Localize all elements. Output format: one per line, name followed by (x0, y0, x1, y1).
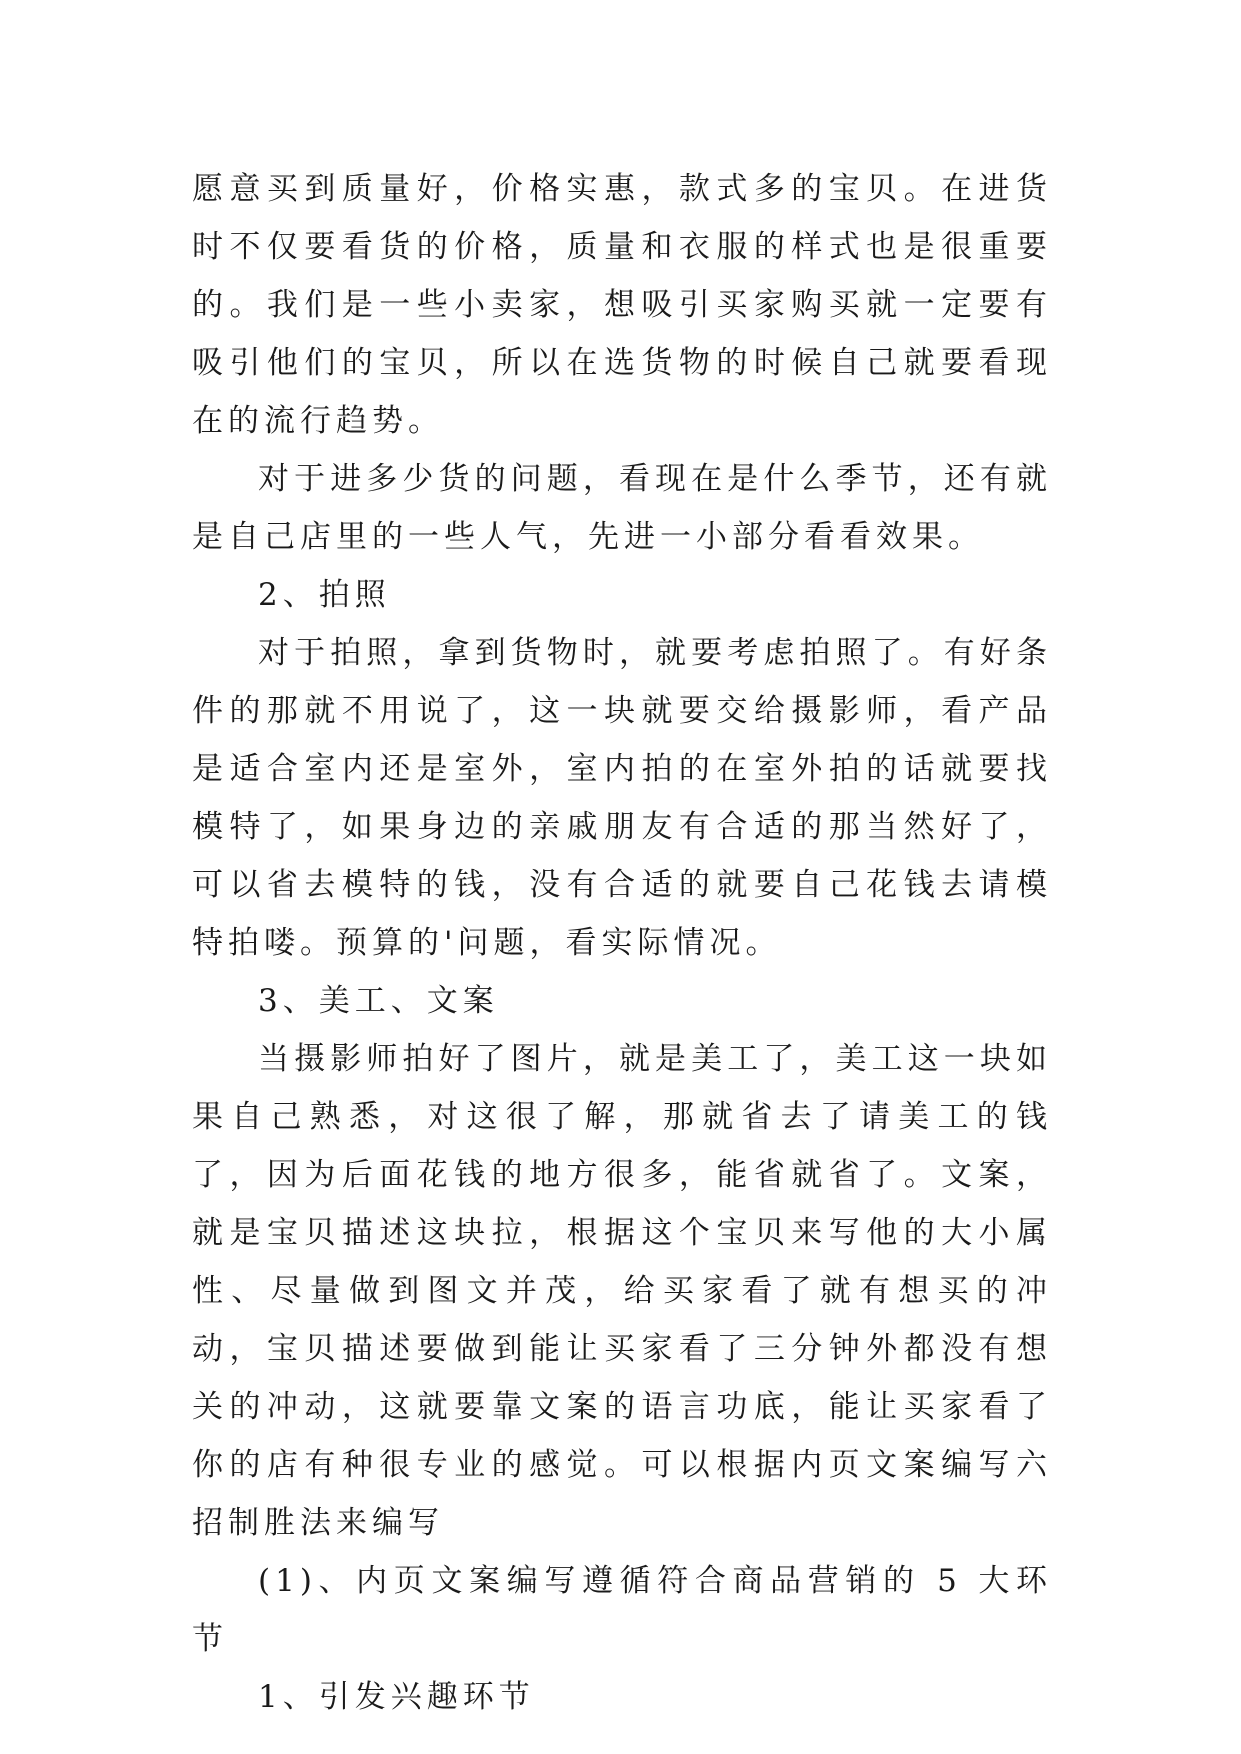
paragraph-1: 愿意买到质量好，价格实惠，款式多的宝贝。在进货时不仅要看货的价格，质量和衣服的样式也是很重要的。我们是一些小卖家，想吸引买家购买就一定要有吸引他们的宝贝，所以在选货物的时候自己就要看现在的流行趋势。 (192, 171, 1052, 439)
subheading-five-steps: (1)、内页文案编写遵循符合商品营销的 5 大环节 (192, 1563, 1052, 1657)
subheading-interest: 1、引发兴趣环节 (258, 1679, 535, 1715)
paragraph-2: 对于进多少货的问题，看现在是什么季节，还有就是自己店里的一些人气，先进一小部分看看效果。 (192, 461, 1052, 555)
section-heading-design-copy: 3、美工、文案 (258, 983, 499, 1019)
paragraph-design-copy: 当摄影师拍好了图片，就是美工了，美工这一块如果自己熟悉，对这很了解，那就省去了请美工的钱了，因为后面花钱的地方很多，能省就省了。文案，就是宝贝描述这块拉，根据这个宝贝来写他的大小属性、尽量做到图文并茂，给买家看了就有想买的冲动，宝贝描述要做到能让买家看了三分钟外都没有想关的冲动，这就要靠文案的语言功底，能让买家看了你的店有种很专业的感觉。可以根据内页文案编写六招制胜法来编写 (192, 1041, 1052, 1541)
section-heading-photography: 2、拍照 (258, 577, 391, 613)
document-body (192, 160, 1052, 1726)
paragraph-photography: 对于拍照，拿到货物时，就要考虑拍照了。有好条件的那就不用说了，这一块就要交给摄影师，看产品是适合室内还是室外，室内拍的在室外拍的话就要找模特了，如果身边的亲戚朋友有合适的那当然好了，可以省去模特的钱，没有合适的就要自己花钱去请模特拍喽。预算的'问题，看实际情况。 (192, 635, 1052, 961)
